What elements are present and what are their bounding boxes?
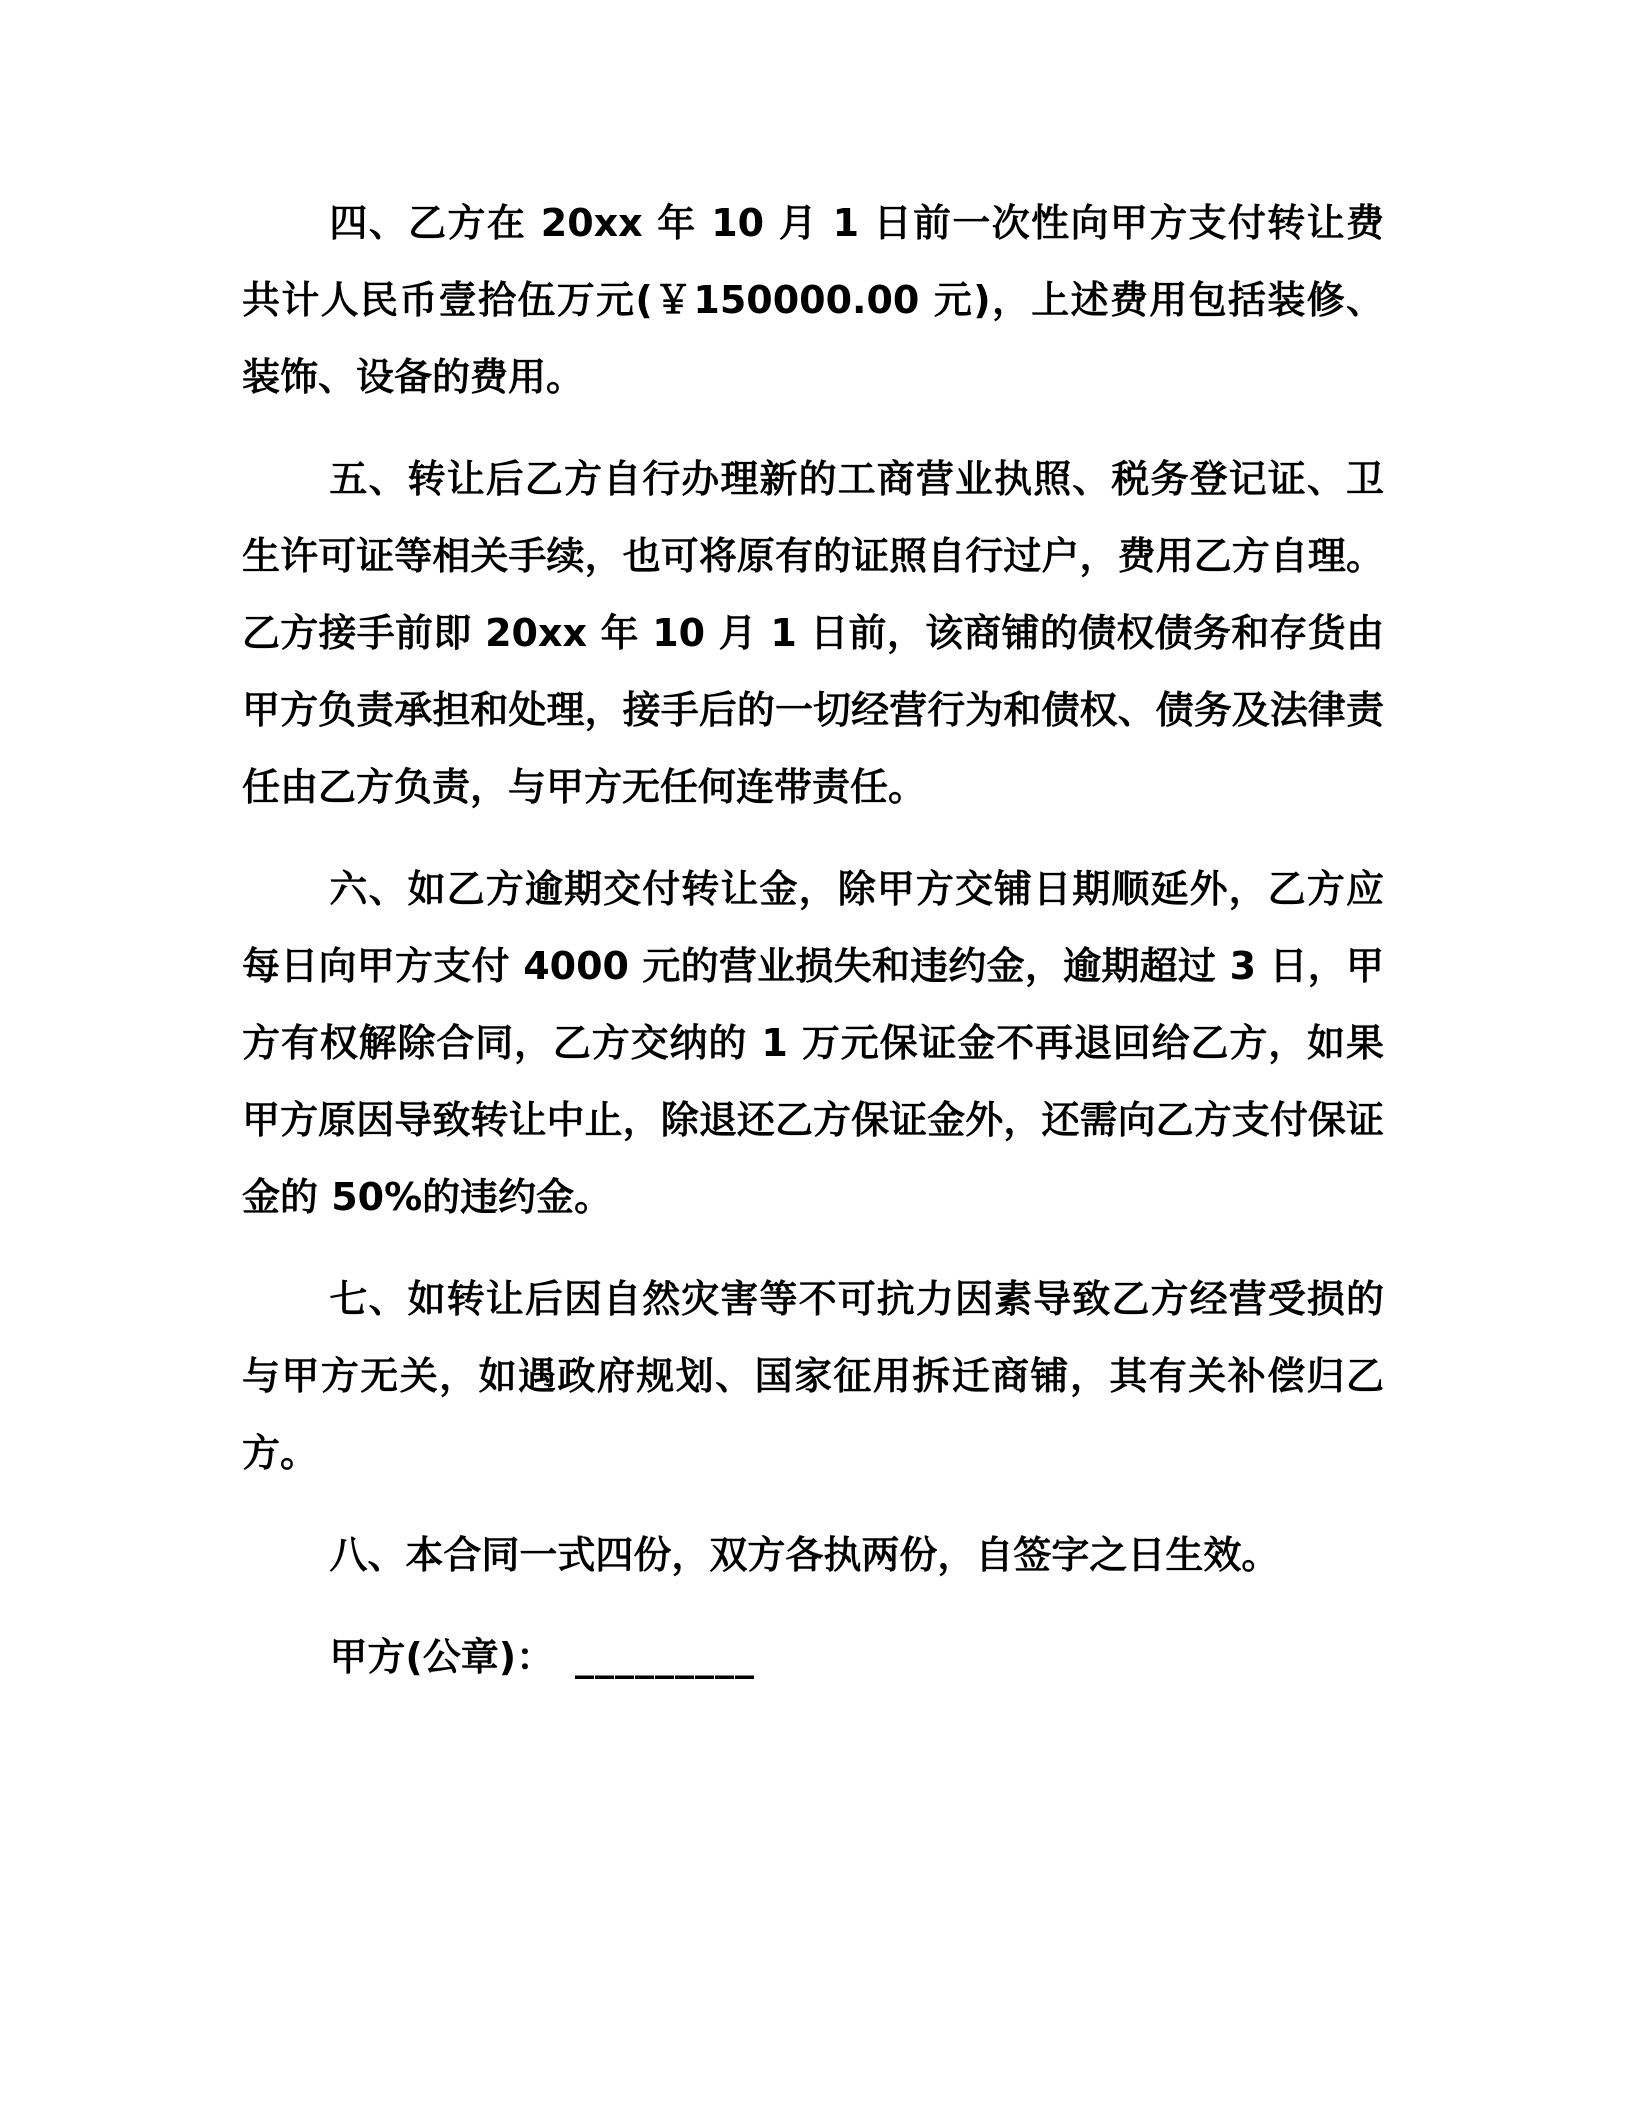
clause-5: 五、转让后乙方自行办理新的工商营业执照、税务登记证、卫生许可证等相关手续，也可将原有的证照自行过户，费用乙方自理。乙方接手前即 20xx 年 10 月 1 日前，该商铺的债权债务和存货由甲方负责承担和处理，接手后的一切经营行为和债权、债务及法律责任由乙方负责，与甲方无任何连带责任。 bbox=[242, 457, 1384, 809]
party-a-seal-label: 甲方(公章)： bbox=[329, 1635, 555, 1679]
clause-8: 八、本合同一式四份，双方各执两份，自签字之日生效。 bbox=[329, 1533, 1280, 1577]
clause-7: 七、如转让后因自然灾害等不可抗力因素导致乙方经营受损的与甲方无关，如遇政府规划、国家征用拆迁商铺，其有关补偿归乙方。 bbox=[242, 1277, 1384, 1475]
clause-6: 六、如乙方逾期交付转让金，除甲方交铺日期顺延外，乙方应每日向甲方支付 4000 元的营业损失和违约金，逾期超过 3 日，甲方有权解除合同，乙方交纳的 1 万元保证金不再退回给乙方，如果甲方原因导致转让中止，除退还乙方保证金外，还需向乙方支付保证金的 50%的违约金。 bbox=[242, 867, 1384, 1219]
clause-4: 四、乙方在 20xx 年 10 月 1 日前一次性向甲方支付转让费共计人民币壹拾伍万元(￥150000.00 元)，上述费用包括装修、装饰、设备的费用。 bbox=[242, 201, 1384, 399]
party-a-seal-line bbox=[242, 1619, 1384, 1696]
party-a-seal-blank: _________ bbox=[575, 1635, 756, 1679]
